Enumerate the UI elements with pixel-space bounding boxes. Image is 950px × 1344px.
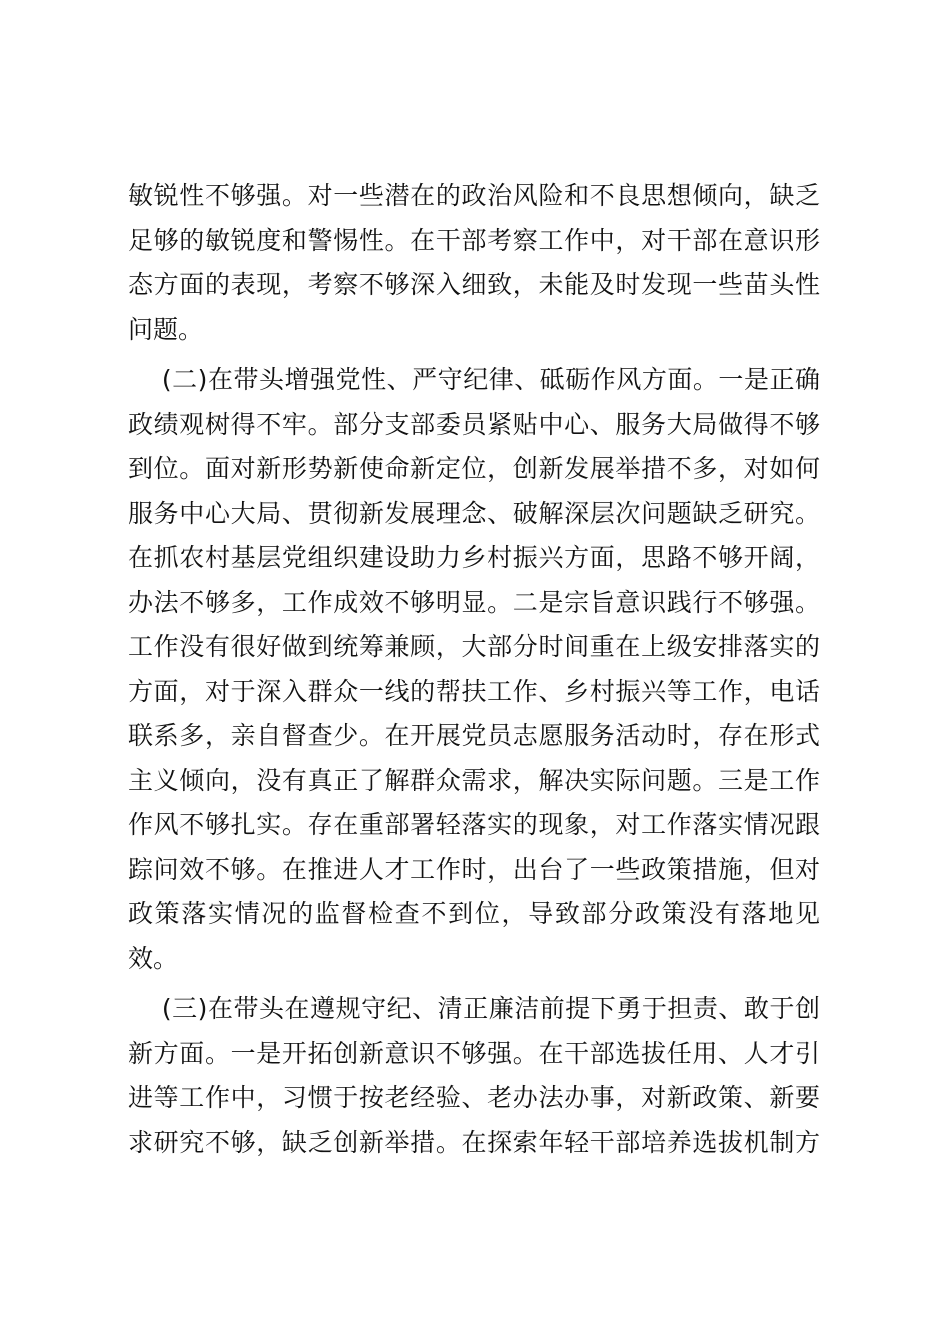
text-line: 新方面。一是开拓创新意识不够强。在干部选拔任用、人才引	[128, 1038, 820, 1068]
body-text	[128, 174, 820, 1165]
text-line: 进等工作中，习惯于按老经验、老办法办事，对新政策、新要	[128, 1083, 820, 1112]
text-line: 在抓农村基层党组织建设助力乡村振兴方面，思路不够开阔，	[128, 543, 820, 572]
text-line: (三)在带头在遵规守纪、清正廉洁前提下勇于担责、敢于创	[128, 994, 820, 1023]
text-line: 求研究不够，缺乏创新举措。在探索年轻干部培养选拔机制方	[128, 1127, 820, 1157]
text-line: 办法不够多，工作成效不够明显。二是宗旨意识践行不够强。	[128, 587, 820, 617]
text-line: 踪问效不够。在推进人才工作时，出台了一些政策措施，但对	[128, 854, 820, 884]
text-line: 政策落实情况的监督检查不到位，导致部分政策没有落地见	[128, 899, 820, 928]
text-line: 敏锐性不够强。对一些潜在的政治风险和不良思想倾向，缺乏	[128, 181, 820, 210]
text-line: (二)在带头增强党性、严守纪律、砥砺作风方面。一是正确	[128, 365, 820, 394]
text-line: 态方面的表现，考察不够深入细致，未能及时发现一些苗头性	[128, 270, 820, 299]
text-line: 联系多，亲自督查少。在开展党员志愿服务活动时，存在形式	[128, 721, 820, 750]
text-line: 问题。	[128, 314, 204, 344]
paragraph-3	[128, 987, 820, 1165]
text-line: 方面，对于深入群众一线的帮扶工作、乡村振兴等工作，电话	[128, 676, 820, 706]
text-line: 足够的敏锐度和警惕性。在干部考察工作中，对干部在意识形	[128, 225, 820, 255]
paragraph-2	[128, 358, 820, 981]
text-line: 工作没有很好做到统筹兼顾，大部分时间重在上级安排落实的	[128, 632, 820, 661]
text-line: 政绩观树得不牢。部分支部委员紧贴中心、服务大局做得不够	[128, 409, 820, 439]
text-line: 效。	[128, 943, 179, 973]
paragraph-1	[128, 174, 820, 352]
text-line: 主义倾向，没有真正了解群众需求，解决实际问题。三是工作	[128, 765, 820, 795]
text-line: 作风不够扎实。存在重部署轻落实的现象，对工作落实情况跟	[128, 810, 820, 839]
text-line: 服务中心大局、贯彻新发展理念、破解深层次问题缺乏研究。	[128, 498, 820, 528]
text-line: 到位。面对新形势新使命新定位，创新发展举措不多，对如何	[128, 454, 820, 483]
